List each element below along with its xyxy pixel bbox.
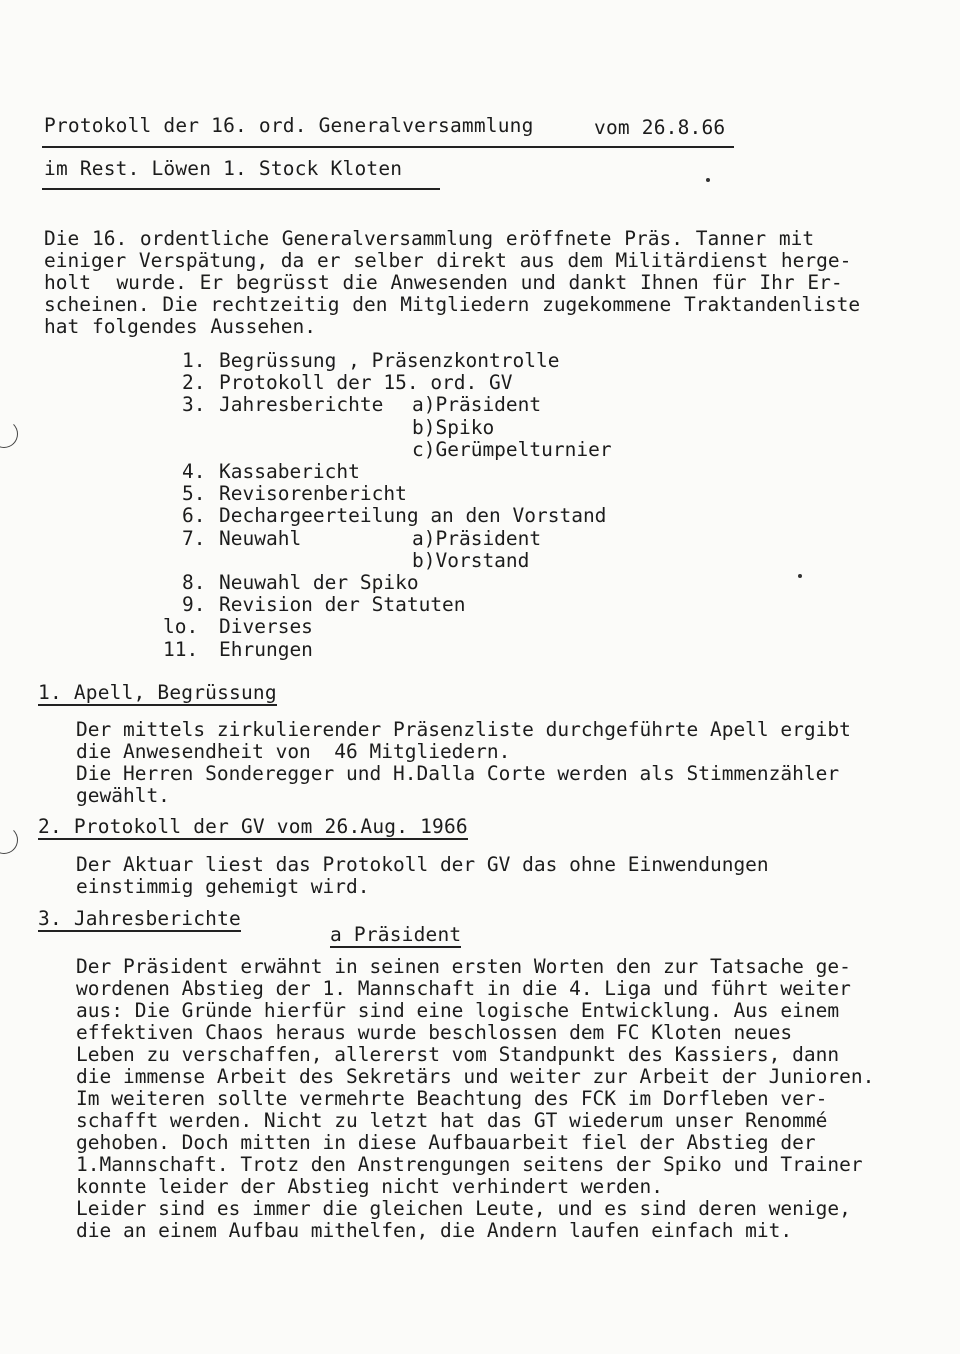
agenda-item-number: 9. [182, 593, 206, 616]
section-3-line: Im weiteren sollte vermehrte Beachtung des FCK im Dorfleben ver- [76, 1087, 828, 1110]
agenda-item-text: Neuwahl der Spiko [219, 571, 419, 594]
agenda-subitem: a)Präsident [412, 393, 542, 416]
section-3-line: Der Präsident erwähnt in seinen ersten Worten den zur Tatsache ge- [76, 955, 851, 978]
document-date: vom 26.8.66 [594, 116, 726, 139]
ink-speck [706, 178, 710, 182]
intro-line: holt wurde. Er begrüsst die Anwesenden und dankt Ihnen für Ihr Er- [44, 271, 843, 294]
section-3-line: effektiven Chaos heraus wurde beschlossen dem FC Kloten neues [76, 1021, 793, 1044]
agenda-subitem: b)Spiko [412, 416, 495, 439]
agenda-item-text: Diverses [219, 615, 313, 638]
agenda-item-text: Kassabericht [219, 460, 360, 483]
agenda-item-text: Begrüssung , Präsenzkontrolle [219, 349, 560, 372]
section-3-line: die an einem Aufbau mithelfen, die Andern laufen einfach mit. [76, 1219, 793, 1242]
section-1-line: gewählt. [76, 784, 170, 807]
agenda-item-number: 3. [182, 393, 206, 416]
agenda-item-text: Revisorenbericht [219, 482, 407, 505]
section-3-line: Leben zu verschaffen, allererst vom Standpunkt des Kassiers, dann [76, 1043, 840, 1066]
agenda-item-number: lo. [163, 615, 199, 638]
agenda-item-number: 8. [182, 571, 206, 594]
agenda-subitem: a)Präsident [412, 527, 542, 550]
agenda-item-number: 6. [182, 504, 206, 527]
intro-line: Die 16. ordentliche Generalversammlung eröffnete Präs. Tanner mit [44, 227, 815, 250]
section-3-body [76, 956, 874, 1242]
agenda-subitem: b)Vorstand [412, 549, 530, 572]
location-rule [42, 188, 440, 190]
section-2-line: Der Aktuar liest das Protokoll der GV das ohne Einwendungen [76, 853, 769, 876]
section-1-line: Die Herren Sonderegger und H.Dalla Corte werden als Stimmenzähler [76, 762, 840, 785]
section-3-line: konnte leider der Abstieg nicht verhindert werden. [76, 1175, 663, 1198]
intro-line: einiger Verspätung, da er selber direkt aus dem Militärdienst herge- [44, 249, 852, 272]
agenda-item-number: 11. [163, 638, 199, 661]
agenda-item-number: 5. [182, 482, 206, 505]
agenda-item-text: Dechargeerteilung an den Vorstand [219, 504, 607, 527]
section-1-heading: 1. Apell, Begrüssung [38, 681, 277, 704]
section-3-heading: 3. Jahresberichte [38, 907, 241, 930]
agenda-item-number: 1. [182, 349, 206, 372]
section-1-line: Der mittels zirkulierender Präsenzliste durchgeführte Apell ergibt [76, 718, 851, 741]
agenda-item-text: Neuwahl [219, 527, 302, 550]
section-1-line: die Anwesendheit von 46 Mitgliedern. [76, 740, 511, 763]
agenda-item-number: 4. [182, 460, 206, 483]
agenda-subitem: c)Gerümpelturnier [412, 438, 612, 461]
intro-line: hat folgendes Aussehen. [44, 315, 317, 338]
agenda-item-number: 7. [182, 527, 206, 550]
agenda-item-text: Protokoll der 15. ord. GV [219, 371, 513, 394]
agenda-item-text: Revision der Statuten [219, 593, 466, 616]
ink-speck [798, 574, 802, 578]
agenda-item-number: 2. [182, 371, 206, 394]
agenda-item-text: Jahresberichte [219, 393, 384, 416]
section-2-line: einstimmig gehemigt wird. [76, 875, 370, 898]
section-3-line: schafft werden. Nicht zu letzt hat das GT wiederum unser Renommé [76, 1109, 828, 1132]
agenda-item-text: Ehrungen [219, 638, 313, 661]
section-3-line: aus: Die Gründe hierfür sind eine logische Entwicklung. Aus einem [76, 999, 840, 1022]
section-3a-subheading: a Präsident [330, 923, 462, 946]
meeting-location: im Rest. Löwen 1. Stock Kloten [44, 157, 403, 180]
section-3-line: Leider sind es immer die gleichen Leute, und es sind deren wenige, [76, 1197, 851, 1220]
section-2-body [76, 854, 769, 898]
punch-hole-top [0, 420, 18, 448]
section-2-heading: 2. Protokoll der GV vom 26.Aug. 1966 [38, 815, 468, 838]
section-1-body [76, 719, 851, 807]
section-3-line: 1.Mannschaft. Trotz den Anstrengungen seitens der Spiko und Trainer [76, 1153, 863, 1176]
section-3-line: gehoben. Doch mitten in diese Aufbauarbeit fiel der Abstieg der [76, 1131, 816, 1154]
intro-paragraph [44, 228, 860, 338]
document-title: Protokoll der 16. ord. Generalversammlung [44, 114, 534, 137]
punch-hole-bottom [0, 826, 18, 854]
section-3-line: die immense Arbeit des Sekretärs und weiter zur Arbeit der Junioren. [76, 1065, 875, 1088]
intro-line: scheinen. Die rechtzeitig den Mitgliedern zugekommene Traktandenliste [44, 293, 861, 316]
section-3-line: wordenen Abstieg der 1. Mannschaft in die 4. Liga und führt weiter [76, 977, 851, 1000]
title-rule [42, 146, 734, 148]
